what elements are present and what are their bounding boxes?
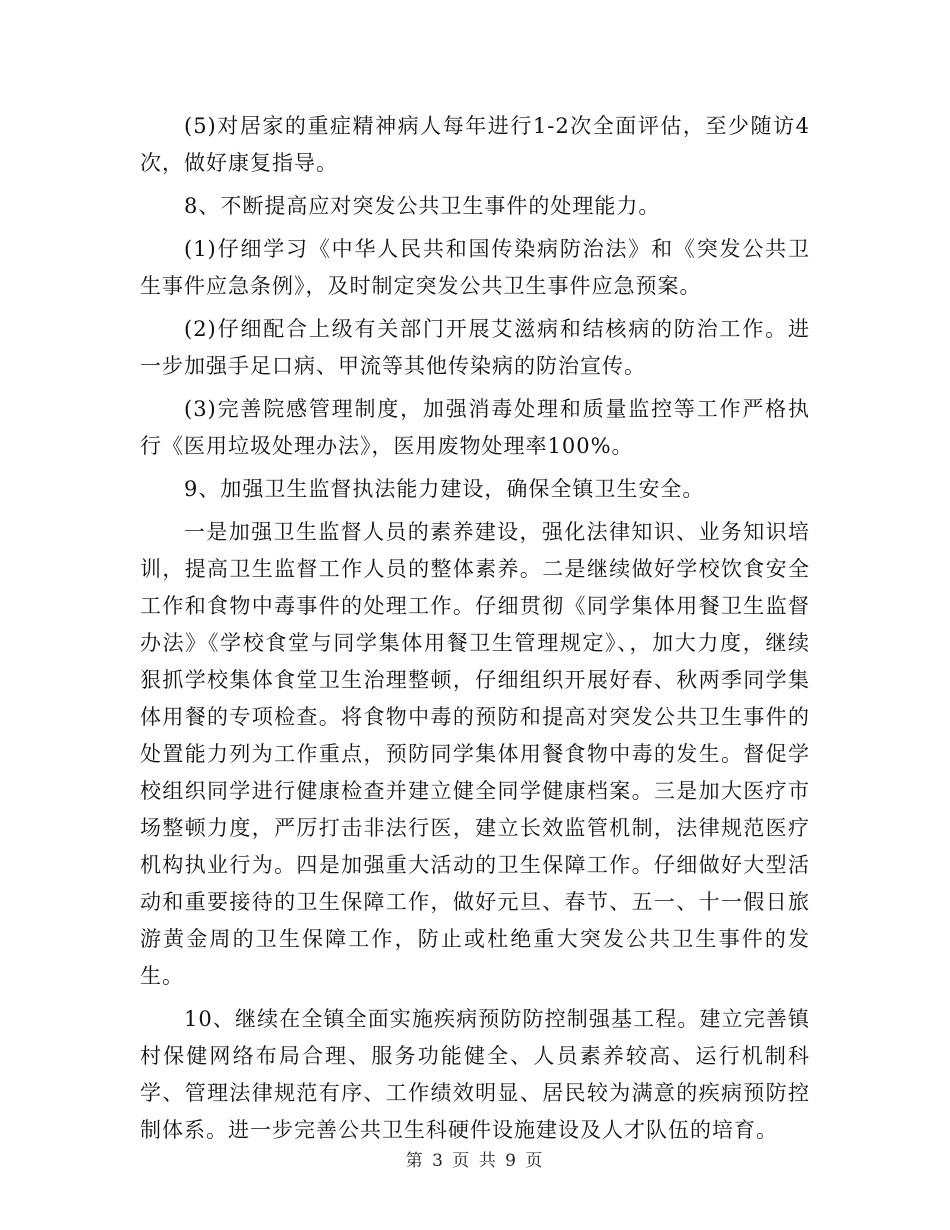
document-body bbox=[140, 108, 810, 1149]
section-heading-8: 8、不断提高应对突发公共卫生事件的处理能力。 bbox=[184, 194, 661, 218]
paragraph-supervision-details: 一是加强卫生监督人员的素养建设，强化法律知识、业务知识培训，提高卫生监督工作人员的整体素养。二是继续做好学校饮食安全工作和食物中毒事件的处理工作。仔细贯彻《同学集体用餐卫生监督办法》《学校食堂与同学集体用餐卫生管理规定》、，加大力度，继续狠抓学校集体食堂卫生治理整顿，仔细组织开展好春、秋两季同学集体用餐的专项检查。将食物中毒的预防和提高对突发公共卫生事件的处置能力列为工作重点，预防同学集体用餐食物中毒的发生。督促学校组织同学进行健康检查并建立健全同学健康档案。三是加大医疗市场整顿力度，严厉打击非法行医，建立长效监管机制，法律规范医疗机构执业行为。四是加强重大活动的卫生保障工作。仔细做好大型活动和重要接待的卫生保障工作，做好元旦、春节、五一、十一假日旅游黄金周的卫生保障工作，防止或杜绝重大突发公共卫生事件的发生。 bbox=[140, 520, 810, 988]
section-heading-9: 9、加强卫生监督执法能力建设，确保全镇卫生安全。 bbox=[184, 477, 705, 501]
paragraph-item-1-laws: (1)仔细学习《中华人民共和国传染病防治法》和《突发公共卫生事件应急条例》，及时制定突发公共卫生事件应急预案。 bbox=[140, 237, 810, 298]
paragraph-item-3-infection-management: (3)完善院感管理制度，加强消毒处理和质量监控等工作严格执行《医用垃圾处理办法》，医用废物处理率100%。 bbox=[140, 397, 810, 458]
paragraph-item-5-rehab: (5)对居家的重症精神病人每年进行1-2次全面评估，至少随访4次，做好康复指导。 bbox=[140, 114, 810, 175]
section-heading-10: 10、继续在全镇全面实施疾病预防防控制强基工程。建立完善镇村保健网络布局合理、服务功能健全、人员素养较高、运行机制科学、管理法律规范有序、工作绩效明显、居民较为满意的疾病预防控制体系。进一步完善公共卫生科硬件设施建设及人才队伍的培育。 bbox=[140, 1007, 810, 1142]
page-number-footer: 第 3 页 共 9 页 bbox=[405, 1151, 545, 1171]
paragraph-item-2-disease-control: (2)仔细配合上级有关部门开展艾滋病和结核病的防治工作。进一步加强手足口病、甲流等其他传染病的防治宣传。 bbox=[140, 317, 810, 378]
